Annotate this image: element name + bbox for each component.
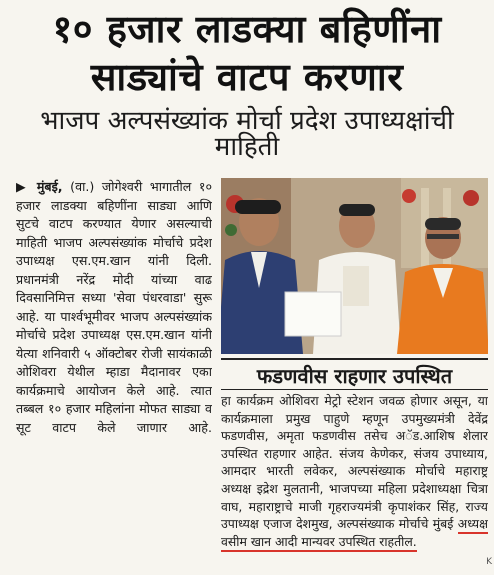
article-right-underlined: अध्यक्ष वसीम खान आदी मान्यवर उपस्थित राहतील. xyxy=(221,516,488,552)
lead-marker-icon: ▶ xyxy=(16,179,30,194)
article-left-paragraph xyxy=(16,178,212,437)
edge-mark: K xyxy=(486,557,492,567)
dateline: मुंबई, xyxy=(36,179,63,194)
article-left-column xyxy=(16,178,212,570)
news-photo-illustration xyxy=(221,178,488,354)
agency: (वा.) xyxy=(70,179,95,194)
article-right-body: हा कार्यक्रम ओशिवरा मेट्रो स्टेशन जवळ होणार असून, या कार्यक्रमाला प्रमुख पाहुणे म्हणून उपमुख्यमंत्री देवेंद्र फडणवीस, अमृता फडणवीस तसेच अॅड.आशिष शेलार उपस्थित राहणार आहेत. संजय केणेकर, संजय उपाध्याय, आमदार भारती लवेकर, अल्पसंख्याक मोर्चाचे महाराष्ट्र अध्यक्ष इद्रेश मुलतानी, भाजपच्या महिला प्रदेशाध्यक्षा चित्रा वाघ, महाराष्ट्राचे माजी गृहराज्यमंत्री कृपाशंकर सिंह, राज्य उपाध्यक्ष एजाज देशमुख, अल्पसंख्याक मोर्चाचे मुंबई xyxy=(221,393,488,532)
headline-line-1: १० हजार लाडक्या बहिणींना xyxy=(52,7,442,51)
subheadline: भाजप अल्पसंख्यांक मोर्चा प्रदेश उपाध्यक्षांची माहिती xyxy=(40,106,454,162)
article-right-paragraph xyxy=(221,392,488,550)
news-photo xyxy=(221,178,488,354)
article-left-body: जोगेश्वरी भागातील १० हजार लाडक्या बहिणींना साड्या आणि सुटचे वाटप करण्यात येणार असल्याची माहिती भाजप अल्पसंख्यांक मोर्चाचे प्रदेश उपाध्यक्ष एस.एम.खान यांनी दिली. प्रधानमंत्री नरेंद्र मोदी यांच्या वाढ दिवसानिमित्त सध्या 'सेवा पंधरवाडा' सुरू आहे. या पार्श्वभूमीवर भाजप अल्पसंख्यांक मोर्चाचे प्रदेश उपाध्यक्ष एस.एम.खान यांनी येत्या शनिवारी ५ ऑक्टोबर रोजी सायंकाळी ओशिवरा येथील म्हाडा मैदानावर एका कार्यक्रमाचे आयोजन केले आहे. त्यात तब्बल १० हजार महिलांना मोफत साड्या व सूट वाटप केले जाणार आहे. xyxy=(16,179,212,435)
box-title: फडणवीस राहणार उपस्थित xyxy=(221,358,488,390)
article-right-column xyxy=(221,392,488,570)
headline-line-2: साड्यांचे वाटप करणार xyxy=(90,55,404,99)
